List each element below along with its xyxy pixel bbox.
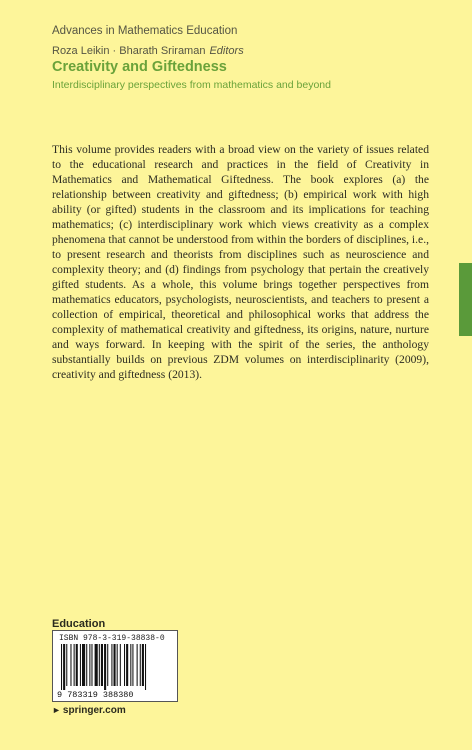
editors-role: Editors xyxy=(209,45,244,57)
barcode-bar xyxy=(140,644,141,686)
barcode-bar xyxy=(104,644,106,690)
barcode-bar xyxy=(66,644,67,686)
barcode-bar xyxy=(114,644,116,686)
barcode-bar xyxy=(95,644,98,686)
barcode-bar xyxy=(76,644,78,686)
isbn-label: ISBN 978-3-319-38838-0 xyxy=(59,634,165,643)
subject-category: Education xyxy=(52,618,106,630)
barcode-bar xyxy=(132,644,133,686)
barcode-bar xyxy=(99,644,100,686)
isbn-barcode xyxy=(52,630,178,702)
barcode-bar xyxy=(74,644,75,686)
barcode-bar xyxy=(120,644,121,686)
publisher-url: springer.com xyxy=(62,705,126,716)
barcode-bar xyxy=(145,644,146,690)
barcode-graphic xyxy=(53,631,177,701)
publisher-link[interactable] xyxy=(52,705,126,716)
book-description: This volume provides readers with a broad view on the variety of issues related to the educational research and practices in the field of Creativity in Mathematics and Mathematical Giftedness. The book explores (a) the relationship between creativity and giftedness; (b) empirical work with high ability (or gifted) students in the classroom and its implications for teaching mathematics; (c) interdisciplinary work which views creativity as a complex phenomena that cannot be understood from within the borders of disciplines, i.e., to present research and theorists from disciplines such as neuroscience and complexity theory; and (d) findings from psychology that pertain the creatively gifted students. As a whole, this volume brings together perspectives from mathematics educators, psychologists, neuroscientists, and teachers to present a collection of empirical, theoretical and philosophical works that address the complexity of mathematical creativity and giftedness, its origins, nature, nurture and ways forward. In keeping with the spirit of the series, the anthology substantially builds on previous ZDM volumes on interdisciplinarity (2009), creativity and giftedness (2013). xyxy=(52,143,429,381)
book-title: Creativity and Giftedness xyxy=(52,59,227,75)
barcode-bar xyxy=(117,644,118,686)
barcode-bar xyxy=(61,644,62,690)
barcode-bar xyxy=(130,644,131,686)
barcode-bar xyxy=(86,644,87,686)
barcode-digits: 9 783319 388380 xyxy=(57,690,134,700)
barcode-bar xyxy=(80,644,81,686)
barcode-bar xyxy=(70,644,71,686)
arrow-icon: ► xyxy=(52,705,61,715)
barcode-bar xyxy=(126,644,128,686)
spine-color-tab xyxy=(459,263,472,336)
barcode-bar xyxy=(63,644,65,690)
barcode-bar xyxy=(142,644,144,686)
editor-names: Roza Leikin · Bharath Sriraman xyxy=(52,45,206,57)
editors-line xyxy=(52,45,244,57)
barcode-bar xyxy=(111,644,112,686)
barcode-bar xyxy=(101,644,103,686)
barcode-bar xyxy=(89,644,90,686)
barcode-bar xyxy=(82,644,85,686)
barcode-bar xyxy=(107,644,108,686)
barcode-bar xyxy=(91,644,92,686)
barcode-bar xyxy=(137,644,138,686)
barcode-bar xyxy=(124,644,125,686)
series-title: Advances in Mathematics Education xyxy=(52,25,238,37)
book-subtitle: Interdisciplinary perspectives from mathematics and beyond xyxy=(52,79,331,91)
